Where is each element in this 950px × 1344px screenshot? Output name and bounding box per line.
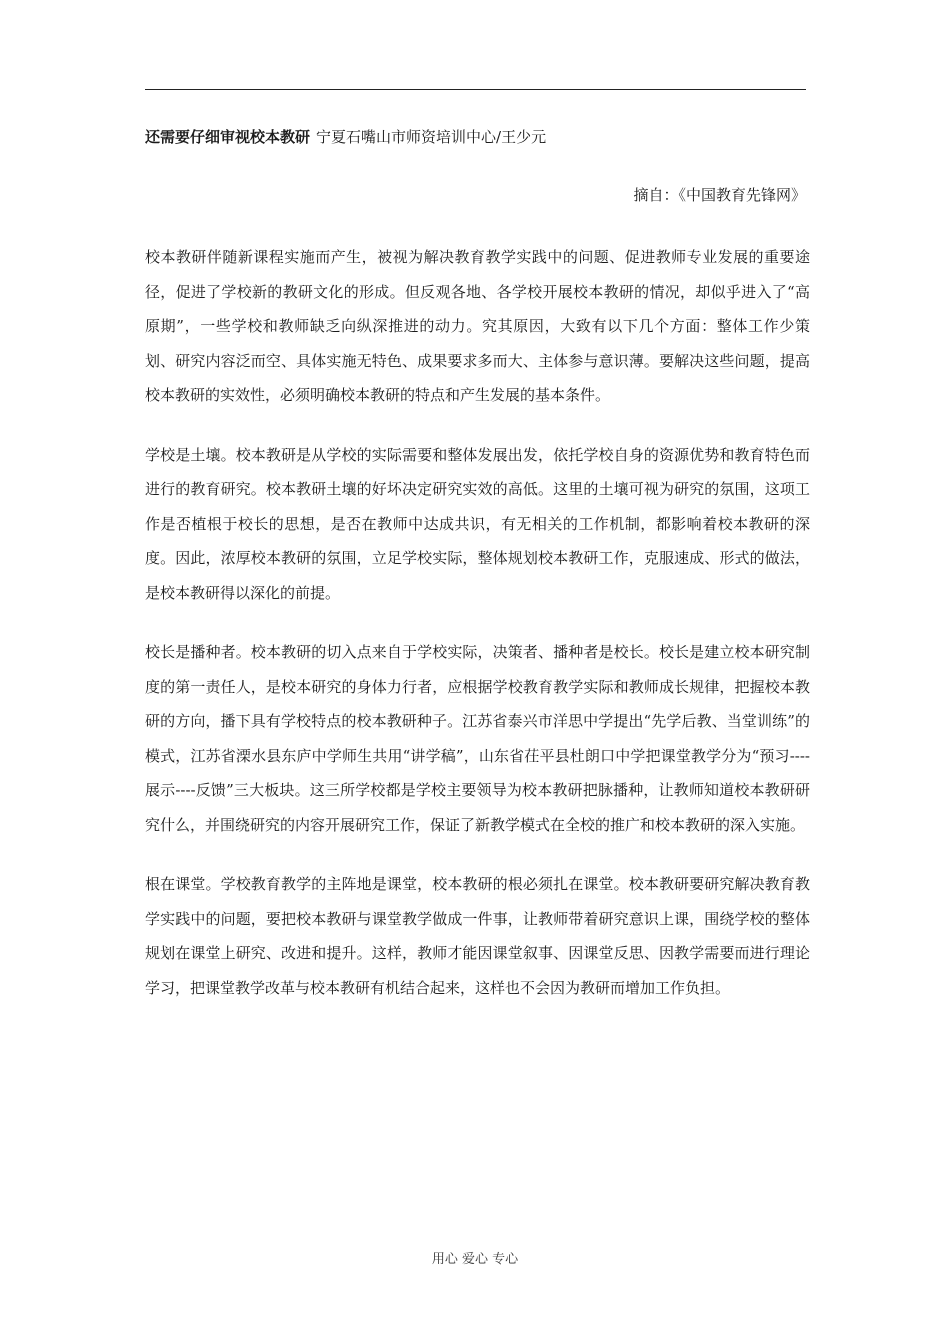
paragraph: 学校是土壤。校本教研是从学校的实际需要和整体发展出发，依托学校自身的资源优势和教育特色而进行的教育研究。校本教研土壤的好坏决定研究实效的高低。这里的土壤可视为研究的氛围，这项工作是否植根于校长的思想，是否在教师中达成共识，有无相关的工作机制，都影响着校本教研的深度。因此，浓厚校本教研的氛围，立足学校实际，整体规划校本教研工作，克服速成、形式的做法，是校本教研得以深化的前提。 — [145, 445, 810, 602]
header-rule — [145, 89, 806, 90]
article-source: 摘自：《中国教育先锋网》 — [633, 186, 806, 204]
article-author: 宁夏石嘴山市师资培训中心/王少元 — [316, 128, 547, 146]
title-line — [145, 126, 546, 148]
paragraph: 根在课堂。学校教育教学的主阵地是课堂，校本教研的根必须扎在课堂。校本教研要研究解决教育教学实践中的问题，要把校本教研与课堂教学做成一件事，让教师带着研究意识上课，围绕学校的整体规划在课堂上研究、改进和提升。这样，教师才能因课堂叙事、因课堂反思、因教学需要而进行理论学习，把课堂教学改革与校本教研有机结合起来，这样也不会因为教研而增加工作负担。 — [145, 875, 810, 997]
paragraph: 校本教研伴随新课程实施而产生，被视为解决教育教学实践中的问题、促进教师专业发展的重要途径，促进了学校新的教研文化的形成。但反观各地、各学校开展校本教研的情况，却似乎进入了“高原期”，一些学校和教师缺乏向纵深推进的动力。究其原因，大致有以下几个方面：整体工作少策划、研究内容泛而空、具体实施无特色、成果要求多而大、主体参与意识薄。要解决这些问题，提高校本教研的实效性，必须明确校本教研的特点和产生发展的基本条件。 — [145, 248, 810, 404]
article-title: 还需要仔细审视校本教研 — [145, 128, 311, 146]
article-body — [145, 240, 810, 1030]
page-footer: 用心 爱心 专心 — [431, 1252, 519, 1267]
paragraph: 校长是播种者。校本教研的切入点来自于学校实际，决策者、播种者是校长。校长是建立校本研究制度的第一责任人，是校本研究的身体力行者，应根据学校教育教学实际和教师成长规律，把握校本教研的方向，播下具有学校特点的校本教研种子。江苏省泰兴市洋思中学提出“先学后教、当堂训练”的模式，江苏省溧水县东庐中学师生共用“讲学稿”，山东省茌平县杜朗口中学把课堂教学分为“预习----展示----反馈”三大板块。这三所学校都是学校主要领导为校本教研把脉播种，让教师知道校本教研研究什么，并围绕研究的内容开展研究工作，保证了新教学模式在全校的推广和校本教研的深入实施。 — [145, 643, 810, 834]
